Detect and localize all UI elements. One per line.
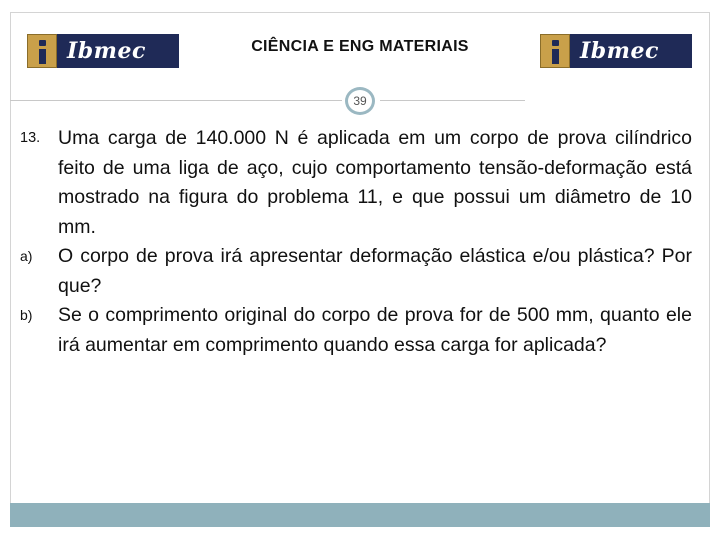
ibmec-logo-right: [540, 34, 692, 68]
question-body: [20, 124, 692, 360]
question-item: [20, 124, 692, 242]
logo-wordmark: Ibmec: [57, 34, 179, 68]
page-number-badge: 39: [345, 87, 375, 115]
sub-question-label: b): [20, 307, 33, 323]
sub-question-text: Se o comprimento original do corpo de prova for de 500 mm, quanto ele irá aumentar em comprimento quando essa carga for aplicada?: [58, 304, 692, 356]
sub-question-text: O corpo de prova irá apresentar deformação elástica e/ou plástica? Por que?: [58, 245, 692, 297]
sub-question-b: [20, 301, 692, 360]
sub-question-label: a): [20, 248, 33, 264]
course-title: CIÊNCIA E ENG MATERIAIS: [251, 38, 469, 55]
logo-wordmark: Ibmec: [570, 34, 692, 68]
ibmec-i-icon: [27, 34, 57, 68]
footer-bar: [10, 503, 710, 527]
ibmec-i-icon: [540, 34, 570, 68]
question-text: Uma carga de 140.000 N é aplicada em um corpo de prova cilíndrico feito de uma liga de aço, cujo comportamento tensão-deformação está mostrado na figura do problema 11, e que possui um diâmetro de 10 mm.: [58, 127, 692, 238]
sub-question-a: [20, 242, 692, 301]
header-divider-right: [380, 100, 525, 101]
header-divider-left: [10, 100, 342, 101]
question-number: 13.: [20, 130, 41, 146]
ibmec-logo-left: [27, 34, 179, 68]
